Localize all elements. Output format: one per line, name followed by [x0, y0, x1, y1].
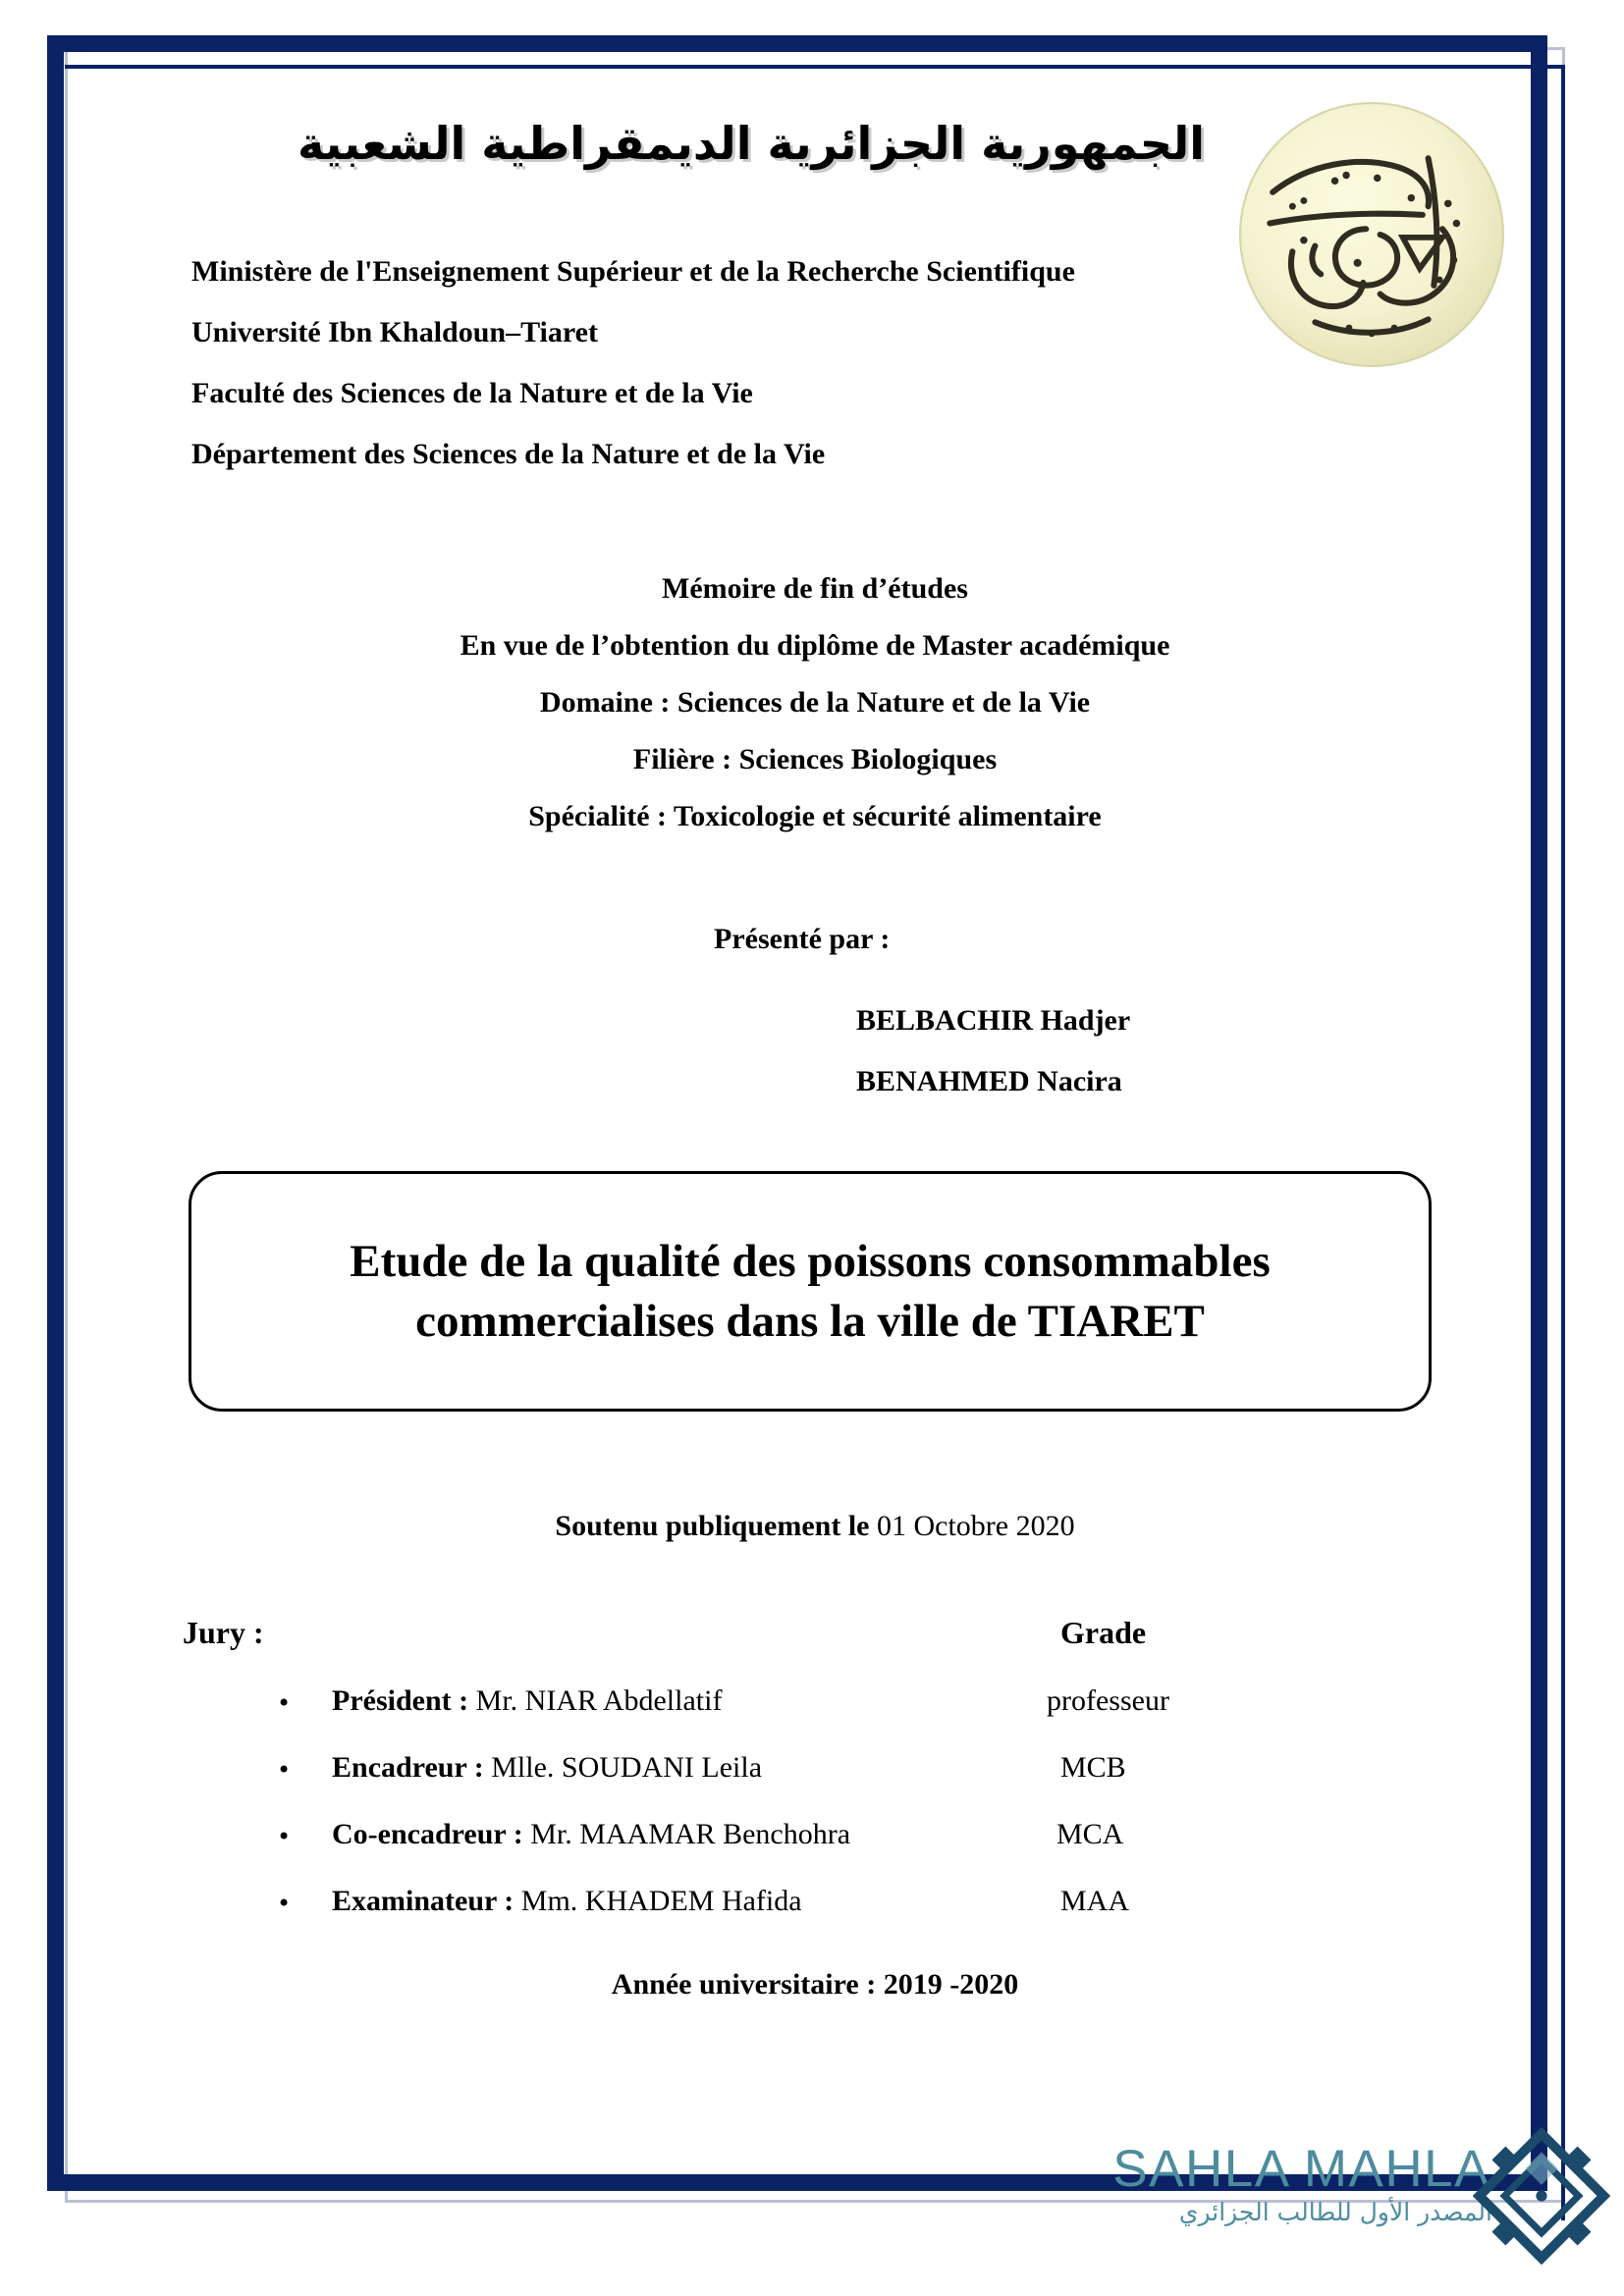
jury-name: Mr. MAAMAR Benchohra [530, 1818, 851, 1850]
watermark-tagline: المصدر الأول للطالب الجزائري [1178, 2198, 1492, 2226]
sahla-mahla-diamond-icon [1473, 2127, 1610, 2265]
jury-row [183, 1751, 1282, 1818]
jury-row [183, 1818, 1282, 1885]
bullet-icon: • [277, 1689, 292, 1717]
institution-block [191, 257, 1330, 501]
jury-row [183, 1885, 1282, 1951]
bullet-icon: • [277, 1756, 292, 1784]
sahla-mahla-watermark [1108, 2135, 1559, 2263]
jury-grade: MAA [1060, 1885, 1130, 1917]
bullet-icon: • [277, 1823, 292, 1850]
degree-block [177, 574, 1453, 859]
jury-grade: MCA [1056, 1818, 1124, 1850]
department-line: Département des Sciences de la Nature et de la Vie [191, 438, 826, 470]
faculty-line: Faculté des Sciences de la Nature et de la Vie [191, 377, 753, 409]
diploma-line: En vue de l’obtention du diplôme de Master académique [460, 629, 1170, 662]
defense-label: Soutenu publiquement le [555, 1510, 870, 1542]
university-line: Université Ibn Khaldoun–Tiaret [191, 316, 598, 348]
jury-member-role-name [332, 1751, 762, 1785]
jury-label: Jury : [183, 1615, 264, 1650]
filiere-line: Filière : Sciences Biologiques [632, 743, 998, 775]
jury-name: Mr. NIAR Abdellatif [475, 1684, 723, 1717]
domain-line: Domaine : Sciences de la Nature et de la Vie [539, 686, 1091, 719]
presented-by-label: Présenté par : [714, 923, 891, 955]
thesis-type-line: Mémoire de fin d’études [662, 572, 968, 605]
thesis-title: Etude de la qualité des poissons consommables commercialises dans la ville de TIARET [350, 1236, 1271, 1347]
defense-date-line [177, 1510, 1453, 1543]
jury-name: Mm. KHADEM Hafida [520, 1885, 802, 1917]
grade-column-header: Grade [1060, 1615, 1147, 1650]
bullet-icon: • [277, 1890, 292, 1917]
jury-role: Président : [332, 1684, 469, 1717]
author-list [856, 1006, 1367, 1128]
academic-year-line: Année universitaire : 2019 -2020 [611, 1968, 1019, 2001]
jury-member-role-name [332, 1684, 722, 1718]
jury-member-role-name [332, 1885, 802, 1918]
author-name: BELBACHIR Hadjer [856, 1004, 1131, 1037]
jury-role: Examinateur : [332, 1885, 514, 1917]
jury-role: Encadreur : [332, 1751, 484, 1784]
ministry-line: Ministère de l'Enseignement Supérieur et de la Recherche Scientifique [191, 255, 1075, 288]
defense-date: 01 Octobre 2020 [876, 1510, 1075, 1542]
jury-role: Co-encadreur : [332, 1818, 523, 1850]
specialite-line: Spécialité : Toxicologie et sécurité alimentaire [528, 800, 1102, 832]
thesis-title-box [189, 1171, 1432, 1412]
jury-grade: professeur [1047, 1684, 1169, 1717]
arabic-republic-heading: الجمهورية الجزائرية الديمقراطية الشعبية [297, 117, 1206, 170]
watermark-brand: SAHLA MAHLA [1112, 2140, 1490, 2198]
jury-name: Mlle. SOUDANI Leila [491, 1751, 763, 1784]
jury-member-list [183, 1684, 1282, 1951]
jury-row [183, 1684, 1282, 1751]
jury-member-role-name [332, 1818, 850, 1851]
author-name: BENAHMED Nacira [856, 1065, 1122, 1097]
jury-grade: MCB [1060, 1751, 1126, 1784]
